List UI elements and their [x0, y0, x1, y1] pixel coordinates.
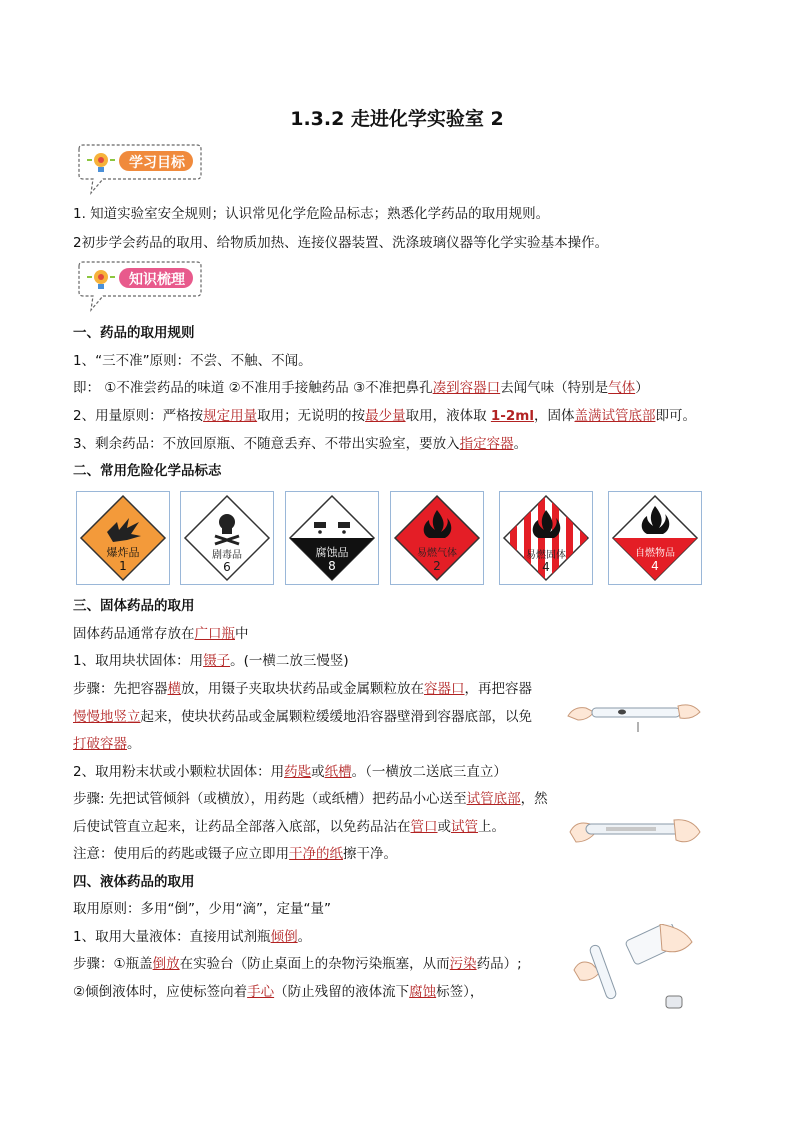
- goal-line: 2初步学会药品的取用、给物质加热、连接仪器装置、洗涤玻璃仪器等化学实验基本操作。: [73, 235, 609, 251]
- text-line: 2、用量原则：严格按规定用量取用；无说明的按最少量取用，液体取 1-2ml，固体盖满试管底部即可。: [73, 408, 696, 424]
- text-line: 注意：使用后的药匙或镊子应立即用干净的纸擦干净。: [73, 846, 397, 862]
- section-heading: 四、液体药品的取用: [73, 874, 195, 890]
- hazard-sign-explosive: 爆炸品 1: [76, 491, 170, 585]
- tweezers-test-tube-illustration: [566, 692, 704, 738]
- pouring-liquid-illustration: [570, 924, 698, 1016]
- badge-label: 学习目标: [129, 155, 185, 171]
- text-line: 取用原则：多用“倒”，少用“滴”，定量“量”: [73, 901, 331, 917]
- text-line: 后使试管直立起来，让药品全部落入底部，以免药品沾在管口或试管上。: [73, 819, 505, 835]
- text-line: 2、取用粉末状或小颗粒状固体：用药匙或纸槽。（一横放二送底三直立）: [73, 764, 507, 780]
- section-heading: 一、药品的取用规则: [73, 325, 195, 341]
- text-line: 即： ①不准尝药品的味道 ②不准用手接触药品 ③不准把鼻孔凑到容器口去闻气味（特别是气体）: [73, 380, 649, 396]
- learning-goals-badge: [73, 143, 203, 197]
- hazard-sign-toxic: 剧毒品 6: [180, 491, 274, 585]
- badge-label: 知识梳理: [129, 272, 185, 288]
- paper-trough-test-tube-illustration: [566, 802, 704, 866]
- text-line: 打破容器。: [73, 736, 141, 752]
- text-line: ②倾倒液体时，应使标签向着手心（防止残留的液体流下腐蚀标签），: [73, 984, 484, 1000]
- hazard-sign-flammable-gas: 易燃气体 2: [390, 491, 484, 585]
- hazard-sign-corrosive: 腐蚀品 8: [285, 491, 379, 585]
- test-tube-icon: [566, 802, 704, 866]
- text-line: 1、取用大量液体：直接用试剂瓶倾倒。: [73, 929, 312, 945]
- text-line: 1、“三不准”原则：不尝、不触、不闻。: [73, 353, 312, 369]
- text-line: 慢慢地竖立起来，使块状药品或金属颗粒缓缓地沿容器壁滑到容器底部，以免: [73, 709, 532, 725]
- hazard-sign-flammable-solid: 易燃固体 4: [499, 491, 593, 585]
- hazard-sign-spontaneous-combustion: 自燃物品 4: [608, 491, 702, 585]
- text-line: 固体药品通常存放在广口瓶中: [73, 626, 249, 642]
- section-heading: 三、固体药品的取用: [73, 598, 195, 614]
- text-line: 3、剩余药品：不放回原瓶、不随意丢弃、不带出实验室，要放入指定容器。: [73, 436, 528, 452]
- knowledge-review-badge: [73, 260, 203, 314]
- test-tube-icon: [566, 692, 704, 738]
- goal-line: 1. 知道实验室安全规则；认识常见化学危险品标志；熟悉化学药品的取用规则。: [73, 206, 550, 222]
- text-line: 1、取用块状固体：用镊子。(一横二放三慢竖): [73, 653, 349, 669]
- page-title: 1.3.2 走进化学实验室 2: [290, 108, 504, 130]
- text-line: 步骤: 先把试管倾斜（或横放），用药匙（或纸槽）把药品小心送至试管底部，然: [73, 791, 548, 807]
- section-heading: 二、常用危险化学品标志: [73, 463, 222, 479]
- text-line: 步骤：先把容器横放，用镊子夹取块状药品或金属颗粒放在容器口，再把容器: [73, 681, 532, 697]
- text-line: 步骤：①瓶盖倒放在实验台（防止桌面上的杂物污染瓶塞，从而污染药品）;: [73, 956, 522, 972]
- reagent-bottle-icon: [570, 924, 698, 1016]
